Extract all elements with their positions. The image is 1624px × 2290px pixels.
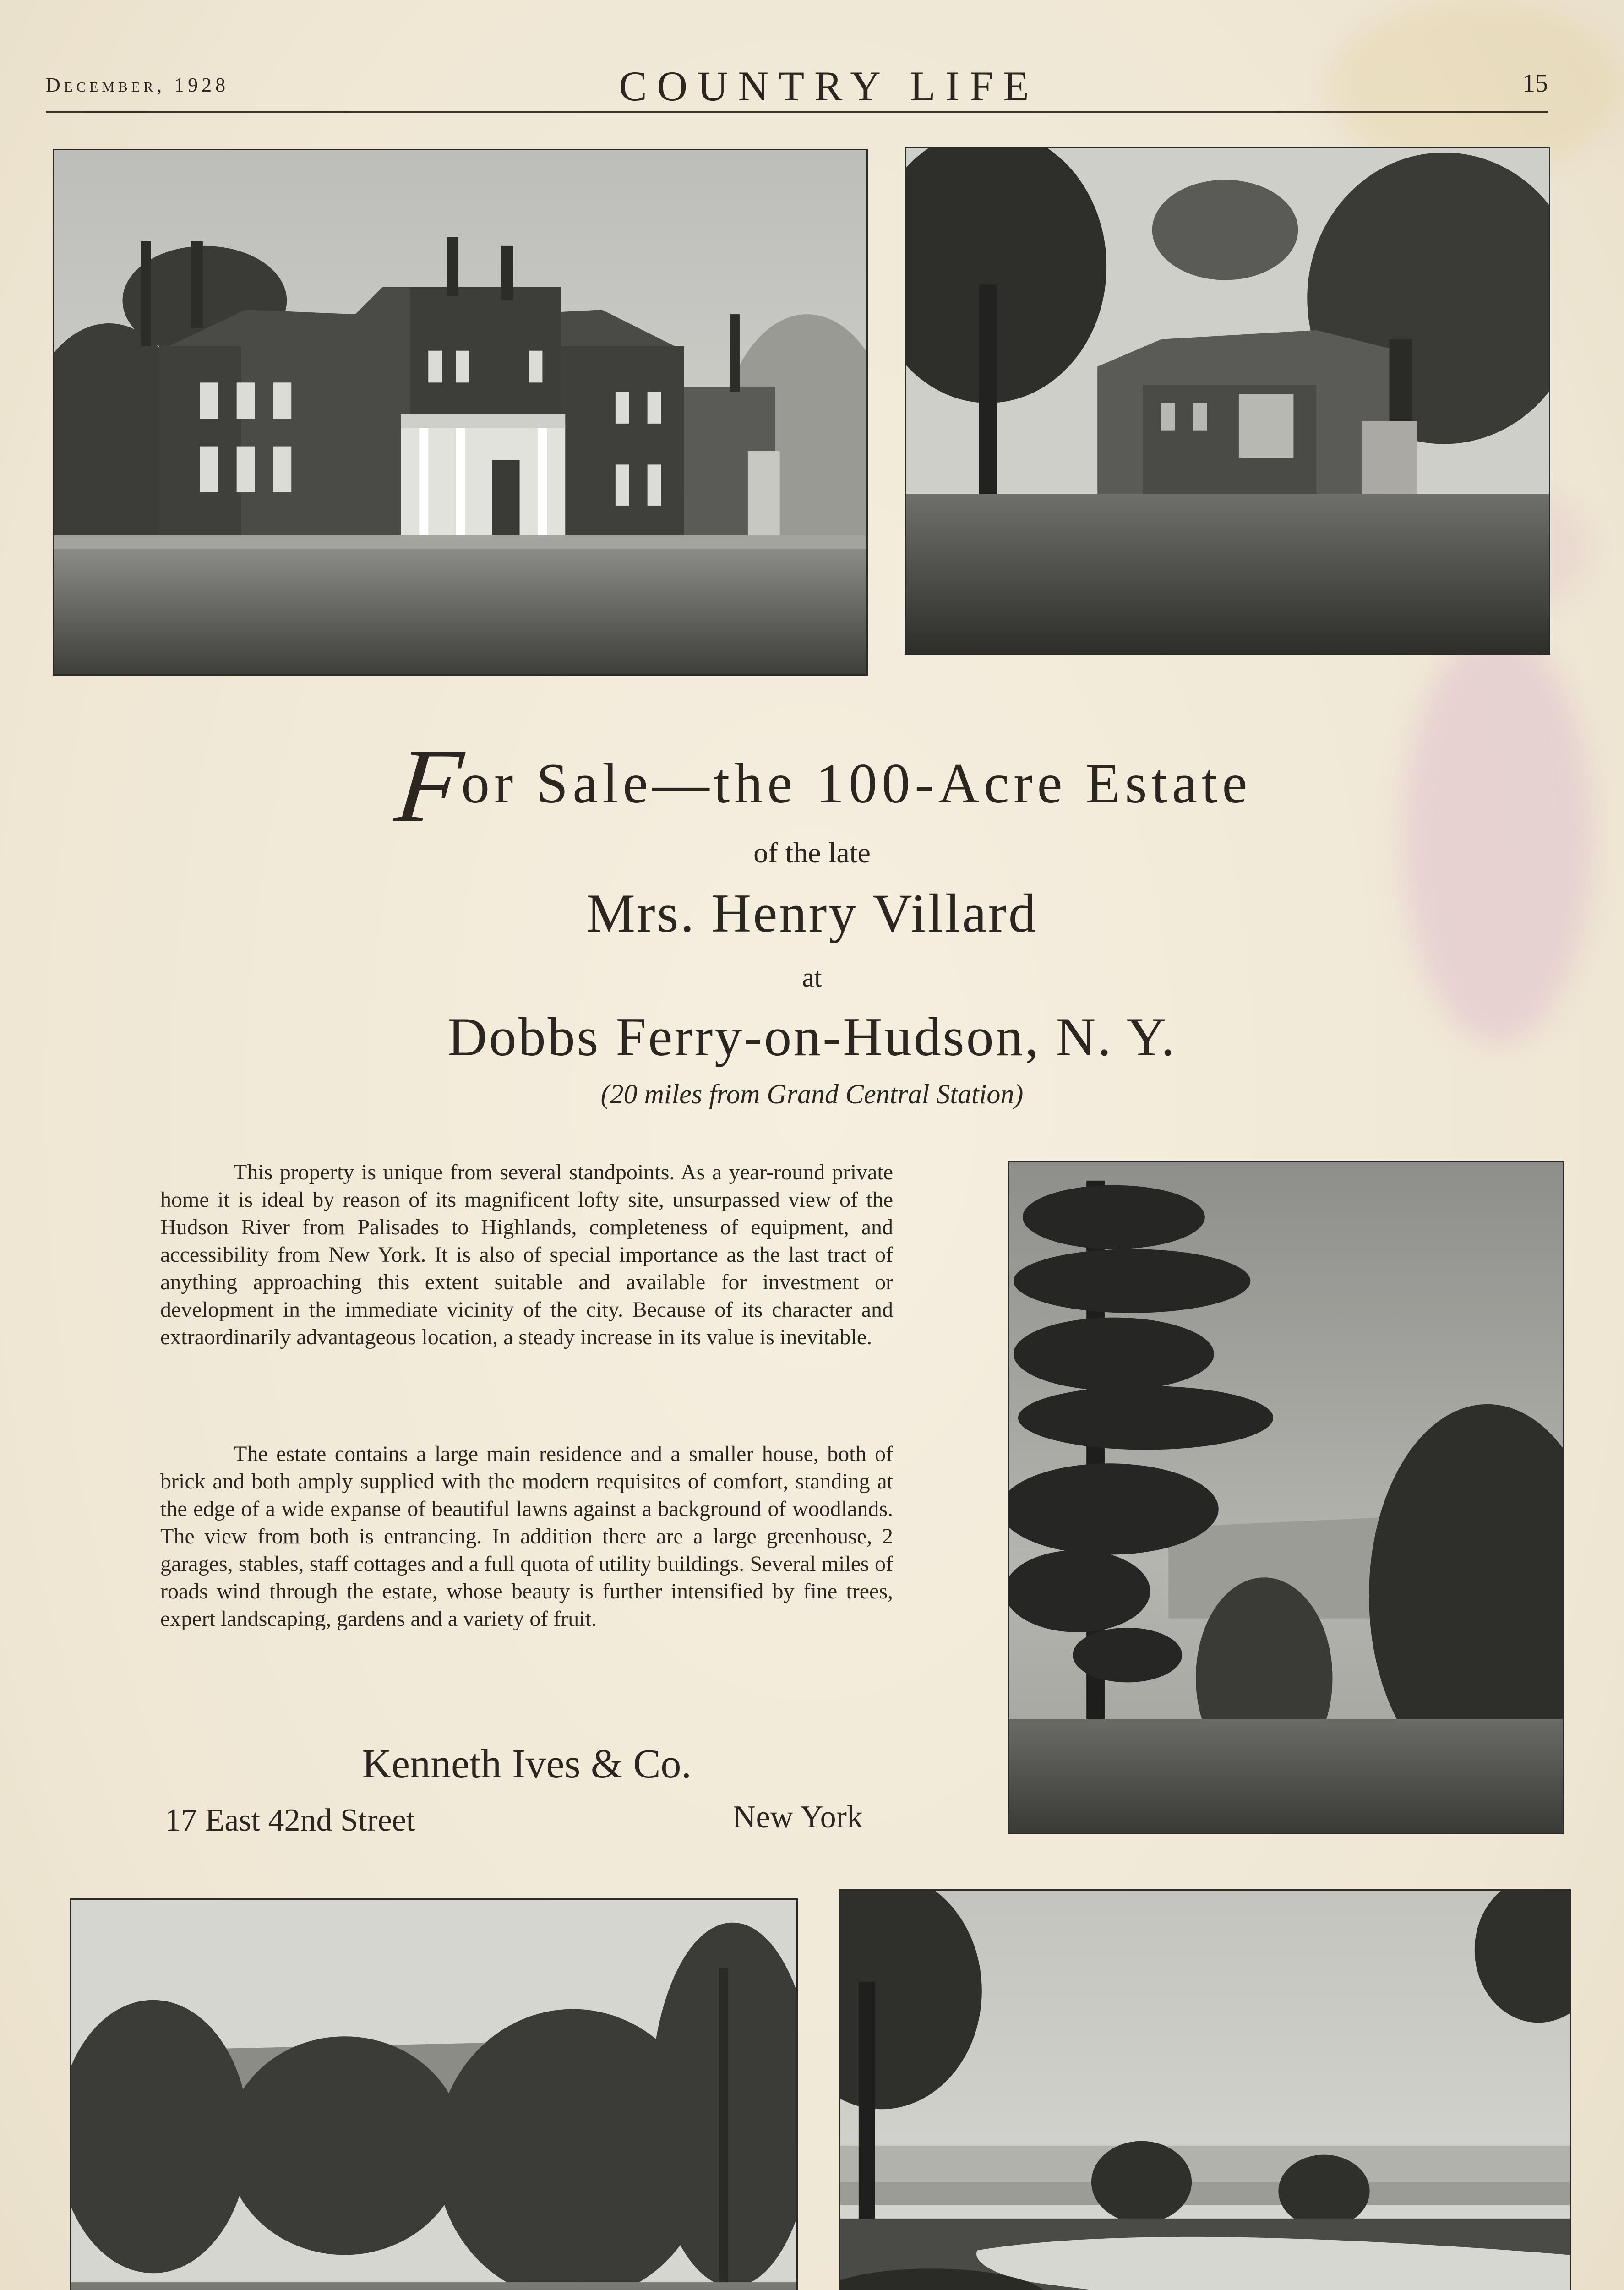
agent-city: New York: [733, 1799, 863, 1835]
photo-main-residence: [53, 149, 868, 676]
header-rule: [46, 111, 1548, 113]
headline-location: Dobbs Ferry-on-Hudson, N. Y.: [447, 1006, 1177, 1067]
page-number: 15: [1522, 69, 1548, 98]
headline-distance: (20 miles from Grand Central Station): [600, 1079, 1024, 1109]
ad-headline: [293, 727, 1356, 844]
decorative-initial: F: [391, 727, 468, 844]
magazine-title: COUNTRY LIFE: [619, 63, 1039, 109]
headline-of-the-late: of the late: [753, 836, 871, 869]
agent-name: Kenneth Ives & Co.: [362, 1741, 692, 1787]
headline-title: [293, 727, 1356, 844]
photo-pine-tree: [1008, 1161, 1564, 1834]
agent-address: 17 East 42nd Street: [165, 1803, 415, 1838]
body-paragraph-1: This property is unique from several standpoints. As a year-round private home it is ideal by reason of its magnificent lofty site, unsurpassed view of the Hudson River from Palisades to Highlands, completeness of equipment, and accessibility from New York. It is also of special importance as the last tract of anything approaching this extent suitable and available for investment or development in the immediate vicinity of the city. Because of its character and extraordinarily advantageous location, a steady increase in its value is inevitable.: [160, 1160, 893, 1349]
photo-woodland: [70, 1898, 798, 2290]
headline-title-text: or Sale—the 100-Acre Estate: [461, 752, 1252, 815]
photo-smaller-house: [905, 147, 1550, 655]
headline-name: Mrs. Henry Villard: [586, 883, 1038, 943]
photo-river-view-drive: [839, 1889, 1571, 2290]
page-header: [46, 60, 1548, 114]
body-paragraph-2: The estate contains a large main residence and a smaller house, both of brick and both amply supplied with the modern requisites of comfort, standing at the edge of a wide expanse of beautiful lawns against a background of woodlands. The view from both is entrancing. In addition there are a large greenhouse, 2 garages, stables, staff cottages and a full quota of utility buildings. Several miles of roads wind through the estate, whose beauty is further intensified by fine trees, expert landscaping, gardens and a variety of fruit.: [160, 1442, 893, 1631]
issue-date: December, 1928: [46, 74, 229, 96]
headline-at: at: [802, 962, 822, 992]
